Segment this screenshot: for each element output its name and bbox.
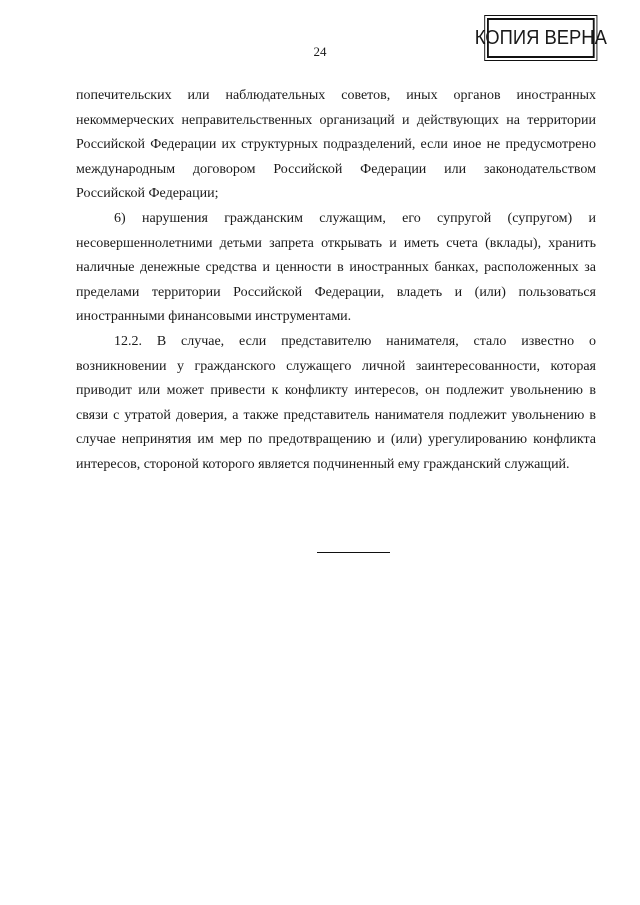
- page-number: 24: [313, 44, 327, 59]
- copy-certified-stamp: КОПИЯ ВЕРНА: [487, 18, 595, 58]
- end-divider-line: [317, 552, 390, 553]
- document-body: [76, 84, 596, 478]
- paragraph-item-6: 6) нарушения гражданским служащим, его супругой (супругом) и несовершеннолетними детьми запрета открывать и иметь счета (вклады), хранить наличные денежные средства и ценности в иностранных банках, расположенных за пределами территории Российской Федерации, владеть и (или) пользоваться иностранными финансовыми инструментами.: [76, 210, 596, 325]
- paragraph-clause-12-2: 12.2. В случае, если представителю нанимателя, стало известно о возникновении у гражданского служащего личной заинтересованности, которая приводит или может привести к конфликту интересов, он подлежит увольнению в связи с утратой доверия, а также представитель нанимателя подлежит увольнению в случае непринятия им мер по предотвращению и (или) урегулированию конфликта интересов, стороной которого является подчиненный ему гражданский служащий.: [76, 333, 596, 472]
- paragraph-continuation: попечительских или наблюдательных советов, иных органов иностранных некоммерческих неправительственных организаций и действующих на территории Российской Федерации их структурных подразделений, если иное не предусмотрено международным договором Российской Федерации или законодательством Российской Федерации;: [76, 88, 596, 202]
